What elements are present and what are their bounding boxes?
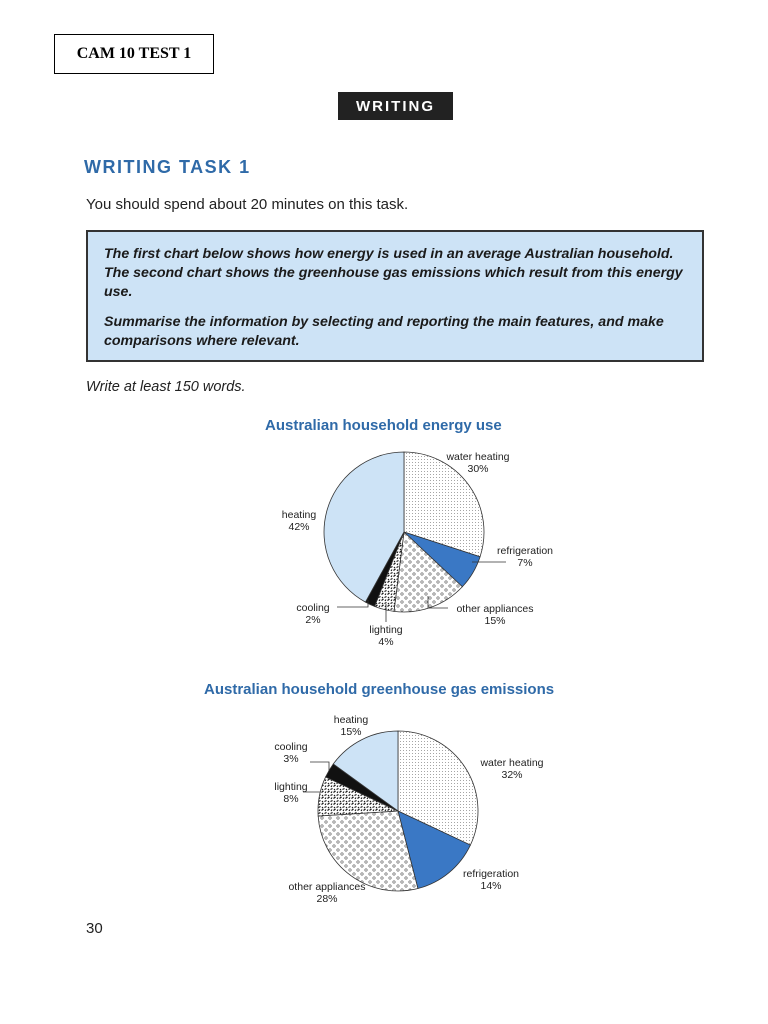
energy-use-pie-chart bbox=[0, 440, 768, 660]
slice-value-water-heating: 32% bbox=[501, 769, 523, 781]
slice-value-cooling: 2% bbox=[305, 614, 321, 626]
slice-value-other-appliances: 28% bbox=[316, 893, 338, 905]
slice-label-water-heating: water heating bbox=[480, 757, 544, 769]
slice-label-heating: heating bbox=[333, 714, 369, 726]
chart-title: Australian household greenhouse gas emissions bbox=[204, 681, 555, 698]
slice-value-heating: 42% bbox=[288, 521, 310, 533]
slice-label-refrigeration: refrigeration bbox=[462, 868, 520, 880]
page-number: 30 bbox=[86, 920, 103, 937]
prompt-paragraph: The first chart below shows how energy is used in an average Australian household. The second chart shows the greenhouse gas emissions which result from this energy use. bbox=[104, 246, 683, 300]
slice-value-refrigeration: 14% bbox=[480, 880, 502, 892]
slice-label-lighting: lighting bbox=[369, 624, 403, 636]
chart-title: Australian household energy use bbox=[265, 417, 502, 434]
task-heading: WRITING TASK 1 bbox=[84, 157, 251, 177]
slice-label-water-heating: water heating bbox=[446, 451, 510, 463]
slice-value-cooling: 3% bbox=[283, 753, 299, 765]
prompt-paragraph: Summarise the information by selecting and reporting the main features, and make comparisons where relevant. bbox=[104, 314, 664, 349]
slice-value-refrigeration: 7% bbox=[517, 557, 533, 569]
word-count-instruction: Write at least 150 words. bbox=[86, 379, 246, 395]
slice-label-lighting: lighting bbox=[274, 781, 308, 793]
slice-value-other-appliances: 15% bbox=[484, 615, 506, 627]
slice-label-other-appliances: other appliances bbox=[288, 881, 366, 893]
task-prompt-box bbox=[86, 230, 704, 362]
leader-line-cooling bbox=[310, 762, 329, 771]
slice-label-heating: heating bbox=[281, 509, 317, 521]
slice-value-heating: 15% bbox=[340, 726, 362, 738]
section-badge: WRITING bbox=[338, 92, 453, 120]
slice-label-other-appliances: other appliances bbox=[456, 603, 534, 615]
time-instruction: You should spend about 20 minutes on this task. bbox=[86, 196, 409, 213]
slice-value-water-heating: 30% bbox=[467, 463, 489, 475]
slice-value-lighting: 4% bbox=[378, 636, 394, 648]
cam-test-label: CAM 10 TEST 1 bbox=[54, 34, 214, 74]
slice-label-cooling: cooling bbox=[274, 741, 308, 753]
slice-label-refrigeration: refrigeration bbox=[496, 545, 554, 557]
emissions-pie-chart bbox=[0, 704, 768, 914]
slice-label-cooling: cooling bbox=[296, 602, 330, 614]
slice-value-lighting: 8% bbox=[283, 793, 299, 805]
